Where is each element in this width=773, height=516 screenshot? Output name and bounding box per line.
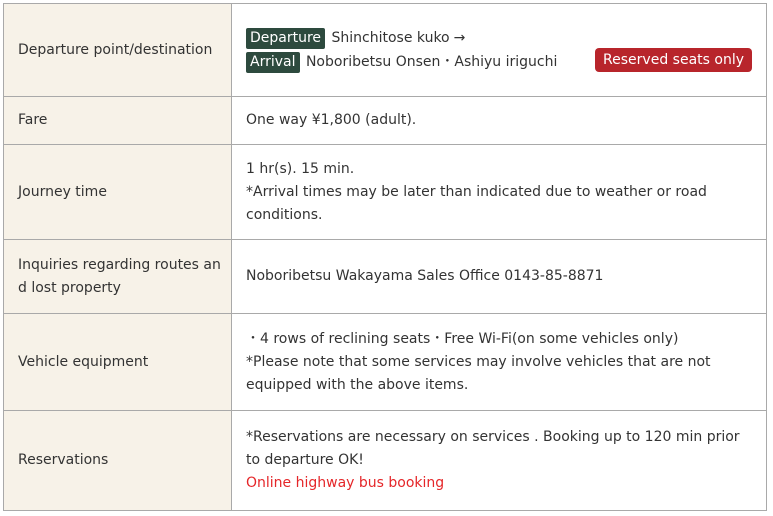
- route-label: Departure point/destination: [4, 4, 232, 97]
- fare-label: Fare: [4, 97, 232, 145]
- reservations-cell: [232, 411, 767, 511]
- reservations-label: Reservations: [4, 411, 232, 511]
- journey-cell: [232, 145, 767, 240]
- equipment-row: [4, 314, 767, 411]
- reservations-row: [4, 411, 767, 511]
- inquiries-label: Inquiries regarding routes and lost property: [4, 240, 232, 314]
- equipment-cell: [232, 314, 767, 411]
- route-info: [246, 26, 752, 74]
- arrival-tag: Arrival: [246, 52, 300, 73]
- reserved-seats-badge: Reserved seats only: [595, 48, 752, 72]
- journey-value: 1 hr(s). 15 min.: [246, 160, 355, 177]
- bus-info-table: [3, 3, 767, 511]
- online-booking-link[interactable]: Online highway bus booking: [246, 475, 445, 491]
- journey-row: [4, 145, 767, 240]
- arrow-right-icon: →: [453, 30, 466, 46]
- fare-row: [4, 97, 767, 145]
- equipment-value: ・4 rows of reclining seats・Free Wi-Fi(on some vehicles only): [246, 330, 679, 347]
- departure-line: [246, 26, 752, 50]
- departure-tag: Departure: [246, 28, 325, 49]
- route-row: [4, 4, 767, 97]
- equipment-label: Vehicle equipment: [4, 314, 232, 411]
- arrival-value: Noboribetsu Onsen・Ashiyu iriguchi: [305, 54, 558, 70]
- journey-label: Journey time: [4, 145, 232, 240]
- inquiries-value: Noboribetsu Wakayama Sales Office 0143-85-8871: [232, 240, 767, 314]
- reservations-value: *Reservations are necessary on services . Booking up to 120 min prior to departure OK!: [246, 429, 740, 468]
- fare-value: One way ¥1,800 (adult).: [232, 97, 767, 145]
- route-cell: [232, 4, 767, 97]
- journey-note: *Arrival times may be later than indicated due to weather or road conditions.: [246, 183, 707, 223]
- equipment-note: *Please note that some services may involve vehicles that are not equipped with the above items.: [246, 353, 711, 393]
- departure-value: Shinchitose kuko: [331, 30, 450, 46]
- inquiries-row: [4, 240, 767, 314]
